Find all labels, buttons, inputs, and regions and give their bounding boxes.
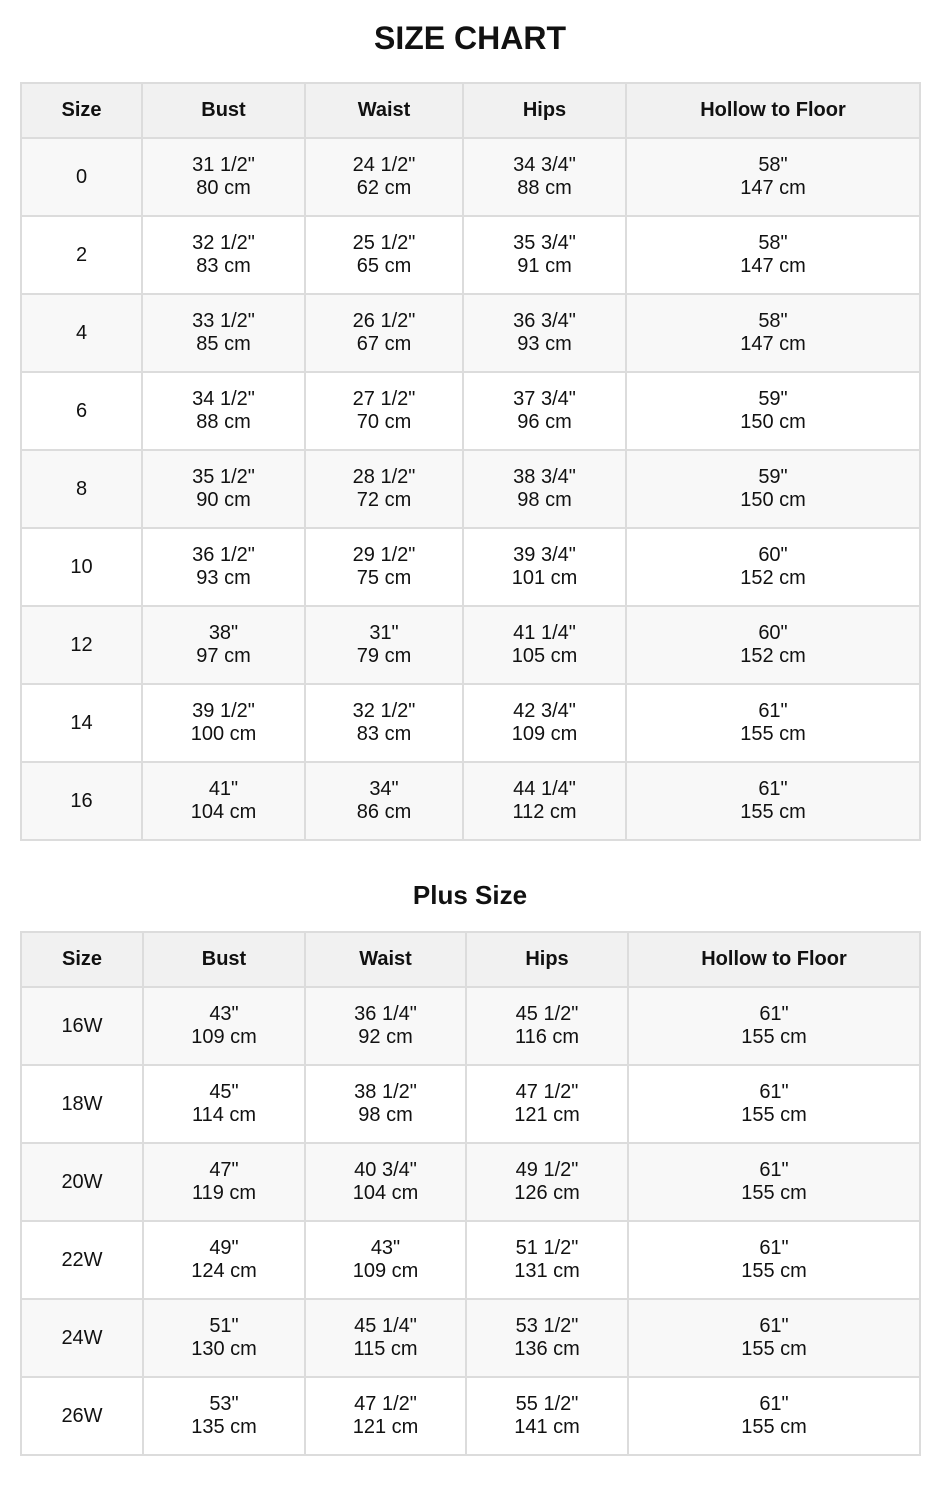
hips-inches: 53 1/2"	[515, 1315, 579, 1337]
hollow-cell	[626, 138, 920, 216]
table-row	[21, 450, 920, 528]
waist-cm: 121 cm	[352, 1416, 419, 1438]
hollow-inches: 58"	[758, 310, 788, 332]
table-row	[21, 1221, 920, 1299]
waist-cell	[305, 987, 466, 1065]
hips-cell	[463, 294, 626, 372]
hollow-cm: 152 cm	[740, 645, 806, 667]
waist-cm: 86 cm	[356, 801, 412, 823]
waist-inches: 36 1/4"	[354, 1003, 417, 1025]
header-waist: Waist	[305, 83, 463, 138]
waist-inches: 25 1/2"	[352, 232, 416, 254]
bust-cell	[142, 138, 305, 216]
hips-cell	[463, 528, 626, 606]
waist-cell	[305, 1065, 466, 1143]
waist-cm: 79 cm	[356, 645, 412, 667]
bust-cm: 85 cm	[196, 333, 251, 355]
bust-cell	[143, 1221, 305, 1299]
bust-inches: 33 1/2"	[192, 310, 255, 332]
hips-cell	[463, 216, 626, 294]
waist-inches: 29 1/2"	[352, 544, 416, 566]
hollow-inches: 61"	[759, 1003, 789, 1025]
hollow-cell	[626, 372, 920, 450]
size-chart-table	[20, 82, 921, 841]
bust-cell	[142, 294, 305, 372]
bust-inches: 35 1/2"	[192, 466, 255, 488]
waist-cm: 67 cm	[356, 333, 412, 355]
table-row	[21, 294, 920, 372]
hollow-cell	[626, 528, 920, 606]
bust-inches: 43"	[209, 1003, 239, 1025]
hips-cm: 136 cm	[514, 1338, 580, 1360]
size-cell: 24W	[21, 1299, 143, 1377]
hollow-inches: 58"	[758, 154, 788, 176]
hollow-cm: 155 cm	[740, 723, 806, 745]
hips-inches: 35 3/4"	[513, 232, 576, 254]
hips-cell	[466, 1065, 628, 1143]
bust-cm: 135 cm	[191, 1416, 257, 1438]
hips-cm: 121 cm	[514, 1104, 580, 1126]
waist-cell	[305, 762, 463, 840]
hips-inches: 38 3/4"	[513, 466, 576, 488]
waist-cell	[305, 684, 463, 762]
bust-cm: 114 cm	[191, 1104, 257, 1126]
header-bust: Bust	[142, 83, 305, 138]
hips-cell	[466, 1143, 628, 1221]
hips-cm: 109 cm	[511, 723, 578, 745]
hollow-cell	[626, 606, 920, 684]
bust-cell	[142, 450, 305, 528]
hips-cell	[463, 138, 626, 216]
hollow-cm: 155 cm	[741, 1104, 807, 1126]
table-row	[21, 606, 920, 684]
waist-inches: 47 1/2"	[354, 1393, 417, 1415]
bust-cell	[142, 216, 305, 294]
hips-cm: 141 cm	[514, 1416, 580, 1438]
table-row	[21, 528, 920, 606]
header-hips: Hips	[463, 83, 626, 138]
hips-inches: 49 1/2"	[515, 1159, 579, 1181]
waist-inches: 45 1/4"	[354, 1315, 417, 1337]
bust-inches: 36 1/2"	[192, 544, 255, 566]
hips-inches: 34 3/4"	[513, 154, 576, 176]
hollow-cm: 150 cm	[740, 411, 806, 433]
hollow-inches: 61"	[759, 1081, 789, 1103]
bust-inches: 31 1/2"	[192, 154, 255, 176]
bust-cm: 124 cm	[191, 1260, 257, 1282]
table-row	[21, 684, 920, 762]
waist-cm: 98 cm	[358, 1104, 413, 1126]
waist-cell	[305, 138, 463, 216]
waist-cell	[305, 1143, 466, 1221]
table-row	[21, 216, 920, 294]
waist-inches: 38 1/2"	[354, 1081, 417, 1103]
waist-cm: 115 cm	[353, 1338, 418, 1360]
bust-inches: 41"	[208, 778, 239, 800]
bust-inches: 32 1/2"	[192, 232, 255, 254]
hollow-cell	[626, 216, 920, 294]
size-cell: 8	[21, 450, 142, 528]
hips-cm: 93 cm	[517, 333, 572, 355]
waist-cell	[305, 1221, 466, 1299]
hollow-cell	[628, 1377, 920, 1455]
bust-cm: 97 cm	[196, 645, 251, 667]
bust-cell	[142, 528, 305, 606]
waist-cell	[305, 294, 463, 372]
hips-cell	[466, 1377, 628, 1455]
hips-cell	[463, 684, 626, 762]
hollow-cm: 155 cm	[741, 1416, 807, 1438]
waist-cell	[305, 1299, 466, 1377]
hollow-inches: 60"	[758, 544, 788, 566]
bust-cm: 90 cm	[196, 489, 251, 511]
hollow-inches: 61"	[758, 700, 788, 722]
waist-inches: 26 1/2"	[352, 310, 416, 332]
bust-cm: 83 cm	[196, 255, 251, 277]
table-header-row	[21, 932, 920, 987]
hollow-cell	[626, 450, 920, 528]
size-cell: 16	[21, 762, 142, 840]
hips-cell	[463, 606, 626, 684]
plus-size-table	[20, 931, 921, 1456]
header-hollow-to-floor: Hollow to Floor	[626, 83, 920, 138]
waist-cm: 70 cm	[356, 411, 412, 433]
hips-cell	[466, 1221, 628, 1299]
size-cell: 16W	[21, 987, 143, 1065]
waist-cm: 72 cm	[356, 489, 412, 511]
header-bust: Bust	[143, 932, 305, 987]
table-row	[21, 1143, 920, 1221]
waist-cm: 83 cm	[356, 723, 412, 745]
header-hollow-to-floor: Hollow to Floor	[628, 932, 920, 987]
waist-cell	[305, 372, 463, 450]
waist-inches: 34"	[369, 778, 399, 800]
hips-cm: 126 cm	[514, 1182, 580, 1204]
bust-inches: 51"	[209, 1315, 239, 1337]
hollow-cm: 150 cm	[740, 489, 806, 511]
hollow-inches: 61"	[759, 1237, 789, 1259]
hollow-inches: 61"	[759, 1315, 789, 1337]
hips-inches: 55 1/2"	[515, 1393, 579, 1415]
hollow-cell	[628, 1221, 920, 1299]
hollow-cell	[626, 684, 920, 762]
hollow-inches: 58"	[758, 232, 788, 254]
bust-cm: 80 cm	[196, 177, 251, 199]
bust-inches: 38"	[208, 622, 239, 644]
plus-size-body	[21, 987, 920, 1455]
hips-cm: 88 cm	[517, 177, 572, 199]
bust-inches: 39 1/2"	[192, 700, 255, 722]
hips-cm: 96 cm	[517, 411, 572, 433]
hollow-cm: 152 cm	[740, 567, 806, 589]
hips-inches: 39 3/4"	[513, 544, 576, 566]
size-cell: 14	[21, 684, 142, 762]
hollow-inches: 59"	[758, 466, 788, 488]
hips-inches: 36 3/4"	[513, 310, 576, 332]
waist-cm: 65 cm	[356, 255, 412, 277]
hollow-inches: 61"	[759, 1159, 789, 1181]
hollow-inches: 60"	[758, 622, 788, 644]
size-cell: 10	[21, 528, 142, 606]
plus-size-title: Plus Size	[412, 880, 528, 910]
table-row	[21, 1377, 920, 1455]
table-row	[21, 987, 920, 1065]
waist-cm: 62 cm	[356, 177, 412, 199]
bust-cell	[143, 1065, 305, 1143]
bust-cm: 130 cm	[191, 1338, 257, 1360]
hollow-inches: 61"	[759, 1393, 789, 1415]
table-row	[21, 138, 920, 216]
size-cell: 22W	[21, 1221, 143, 1299]
hollow-cell	[626, 294, 920, 372]
hips-cm: 116 cm	[514, 1026, 580, 1048]
size-cell: 6	[21, 372, 142, 450]
hips-cm: 131 cm	[514, 1260, 580, 1282]
size-cell: 26W	[21, 1377, 143, 1455]
bust-cm: 104 cm	[190, 801, 257, 823]
waist-cm: 104 cm	[352, 1182, 419, 1204]
hollow-cell	[628, 1143, 920, 1221]
size-cell: 0	[21, 138, 142, 216]
bust-cm: 93 cm	[196, 567, 251, 589]
header-waist: Waist	[305, 932, 466, 987]
bust-cell	[142, 684, 305, 762]
hollow-cm: 155 cm	[741, 1338, 807, 1360]
header-hips: Hips	[466, 932, 628, 987]
bust-cm: 88 cm	[196, 411, 251, 433]
size-chart-body	[21, 138, 920, 840]
hips-cell	[466, 1299, 628, 1377]
size-cell: 12	[21, 606, 142, 684]
waist-inches: 27 1/2"	[352, 388, 416, 410]
table-row	[21, 1065, 920, 1143]
size-cell: 2	[21, 216, 142, 294]
hips-inches: 42 3/4"	[513, 700, 576, 722]
hollow-cm: 147 cm	[740, 255, 806, 277]
hips-inches: 51 1/2"	[515, 1237, 579, 1259]
table-row	[21, 1299, 920, 1377]
waist-cell	[305, 1377, 466, 1455]
hollow-cm: 155 cm	[740, 801, 806, 823]
hips-inches: 37 3/4"	[513, 388, 576, 410]
size-cell: 20W	[21, 1143, 143, 1221]
table-row	[21, 762, 920, 840]
hips-inches: 44 1/4"	[513, 778, 576, 800]
hollow-cm: 155 cm	[741, 1260, 807, 1282]
bust-cm: 109 cm	[191, 1026, 257, 1048]
hips-cell	[466, 987, 628, 1065]
hollow-cell	[628, 987, 920, 1065]
hollow-cell	[628, 1065, 920, 1143]
waist-inches: 40 3/4"	[354, 1159, 417, 1181]
table-header-row	[21, 83, 920, 138]
bust-inches: 45"	[209, 1081, 239, 1103]
page-title: SIZE CHART	[374, 20, 566, 56]
hips-cell	[463, 450, 626, 528]
waist-cm: 75 cm	[356, 567, 412, 589]
bust-cell	[143, 1377, 305, 1455]
header-size: Size	[21, 83, 142, 138]
waist-inches: 24 1/2"	[352, 154, 416, 176]
hips-inches: 41 1/4"	[513, 622, 576, 644]
bust-inches: 34 1/2"	[192, 388, 255, 410]
hollow-inches: 59"	[758, 388, 788, 410]
hips-cm: 112 cm	[512, 801, 577, 823]
size-cell: 18W	[21, 1065, 143, 1143]
waist-inches: 32 1/2"	[352, 700, 416, 722]
waist-inches: 31"	[369, 622, 399, 644]
hips-cm: 105 cm	[511, 645, 578, 667]
hips-cm: 98 cm	[517, 489, 572, 511]
bust-cell	[142, 762, 305, 840]
waist-cm: 92 cm	[358, 1026, 413, 1048]
hips-cm: 101 cm	[511, 567, 578, 589]
header-size: Size	[21, 932, 143, 987]
hips-inches: 47 1/2"	[515, 1081, 579, 1103]
size-cell: 4	[21, 294, 142, 372]
hollow-cm: 147 cm	[740, 333, 806, 355]
table-row	[21, 372, 920, 450]
waist-cell	[305, 606, 463, 684]
hips-cm: 91 cm	[517, 255, 572, 277]
waist-cell	[305, 450, 463, 528]
hollow-cm: 155 cm	[741, 1182, 807, 1204]
bust-cell	[142, 372, 305, 450]
bust-cell	[143, 987, 305, 1065]
hips-cell	[463, 372, 626, 450]
hollow-cm: 155 cm	[741, 1026, 807, 1048]
waist-cm: 109 cm	[352, 1260, 419, 1282]
hollow-cell	[628, 1299, 920, 1377]
bust-cell	[142, 606, 305, 684]
waist-inches: 28 1/2"	[352, 466, 416, 488]
waist-inches: 43"	[370, 1237, 401, 1259]
hips-cell	[463, 762, 626, 840]
waist-cell	[305, 216, 463, 294]
hollow-cell	[626, 762, 920, 840]
hollow-inches: 61"	[758, 778, 788, 800]
bust-inches: 49"	[209, 1237, 239, 1259]
bust-cell	[143, 1143, 305, 1221]
hips-inches: 45 1/2"	[515, 1003, 579, 1025]
bust-cm: 119 cm	[191, 1182, 257, 1204]
hollow-cm: 147 cm	[740, 177, 806, 199]
bust-cm: 100 cm	[190, 723, 257, 745]
waist-cell	[305, 528, 463, 606]
bust-inches: 47"	[209, 1159, 239, 1181]
bust-inches: 53"	[209, 1393, 239, 1415]
bust-cell	[143, 1299, 305, 1377]
